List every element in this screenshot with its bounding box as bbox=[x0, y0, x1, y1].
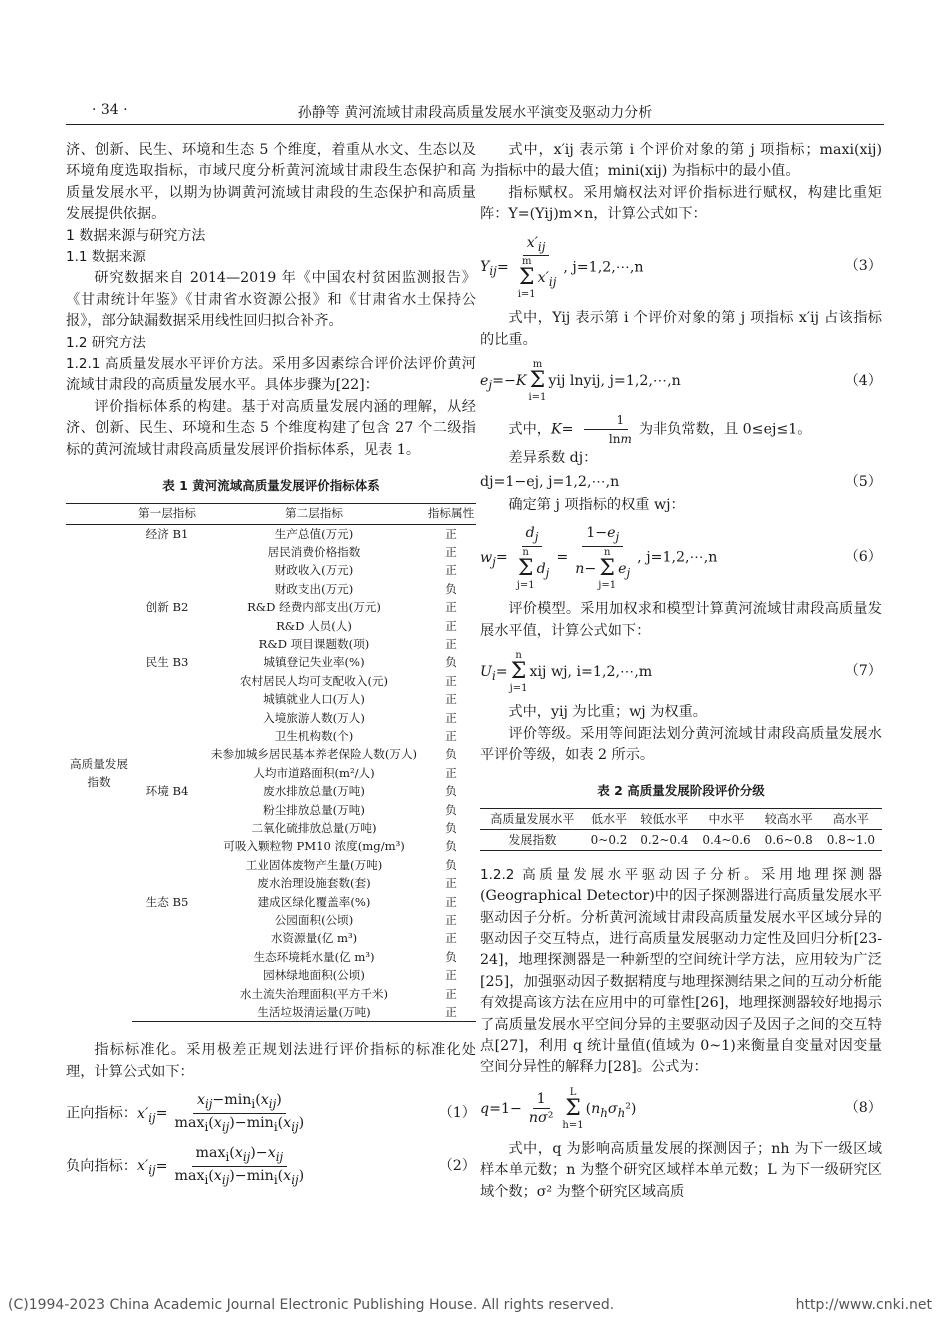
weight-line: 确定第 j 项指标的权重 wj： bbox=[508, 497, 685, 514]
equation-4: $e_j=-K$ m Σ i=1 yij lnyij, j=1,2,⋯,n （4） bbox=[480, 359, 882, 404]
standardization-paragraph: 指标标准化。采用极差正规划法进行评价指标的标准化处理，计算公式如下： bbox=[66, 1042, 476, 1080]
table-1-cell-dim: 民生 B3 bbox=[145, 655, 189, 670]
table-2-header-cell: 高水平 bbox=[820, 808, 882, 829]
table-1-cell-attr: 正 bbox=[445, 931, 457, 946]
difference-coefficient-line: 差异系数 dj： bbox=[508, 450, 598, 467]
table-1-cell-ind: R&D 人员(人) bbox=[276, 618, 352, 633]
section-1-2-heading: 1.2 研究方法 bbox=[66, 334, 146, 351]
table-2-cell: 0~0.2 bbox=[585, 829, 634, 850]
equation-4-body: yij lnyij, j=1,2,⋯,n bbox=[548, 373, 681, 390]
equation-3-number: （3） bbox=[844, 258, 882, 275]
equation-4-number: （4） bbox=[844, 372, 882, 389]
table-1-cell-attr: 负 bbox=[445, 839, 457, 854]
table-1-cell-dim bbox=[132, 837, 202, 855]
table-1-cell-ind: 水土流失治理面积(平方千米) bbox=[239, 986, 389, 1001]
table-1-cell-attr: 正 bbox=[445, 526, 457, 541]
table-2-header-cell: 较高水平 bbox=[758, 808, 820, 829]
table-1-cell-attr: 负 bbox=[445, 802, 457, 817]
cnki-link[interactable]: http://www.cnki.net bbox=[795, 1297, 932, 1313]
table-1-cell-dim: 生态 B5 bbox=[145, 894, 189, 909]
table-1-cell-ind: R&D 项目课题数(项) bbox=[258, 636, 370, 651]
table-1-cell-ind: 水资源量(亿 m³) bbox=[270, 931, 358, 946]
table-1-cell-dim bbox=[132, 948, 202, 966]
table-1-cell-ind: 公园面积(公顷) bbox=[274, 913, 354, 928]
equation-2-label: 负向指标： bbox=[66, 1158, 137, 1175]
table-1-cell-dim bbox=[132, 1003, 202, 1022]
table-1-cell-ind: 入境旅游人数(万人) bbox=[263, 710, 365, 725]
footer bbox=[8, 1297, 932, 1313]
equation-6-range: , j=1,2,⋯,n bbox=[637, 549, 718, 566]
table-1-cell-ind: 财政收入(万元) bbox=[274, 563, 354, 578]
section-1-2-2-heading: 1.2.2 高质量发展水平驱动因子分析。 bbox=[480, 866, 762, 883]
table-1-cell-dim: 环境 B4 bbox=[145, 784, 189, 799]
table-1-cell-ind: 未参加城乡居民基本养老保险人数(万人) bbox=[210, 747, 418, 762]
table-1-cell-attr: 正 bbox=[445, 563, 457, 578]
table-1-cell-dim bbox=[132, 543, 202, 561]
table-1-cell-attr: 正 bbox=[445, 544, 457, 559]
table-1-cell-attr: 正 bbox=[445, 986, 457, 1001]
table-1-cell-ind: 废水治理设施套数(套) bbox=[257, 876, 371, 891]
equation-5-body: dj=1−ej, j=1,2,⋯,n bbox=[480, 473, 620, 490]
table-1-cell-dim: 经济 B1 bbox=[145, 526, 189, 541]
where-paragraph-4: 式中，K= $\frac{1}{\ln m}$ 为非负常数，且 0≤ej≤1。 bbox=[508, 413, 812, 447]
table-1-cell-ind: R&D 经费内部支出(万元) bbox=[247, 600, 381, 615]
table-1-cell-dim bbox=[132, 561, 202, 579]
table-1-cell-attr: 正 bbox=[445, 692, 457, 707]
running-header bbox=[66, 98, 884, 125]
table-1-cell-dim bbox=[132, 672, 202, 690]
equation-5-number: （5） bbox=[844, 473, 882, 490]
where-paragraph-8: 式中，q 为影响高质量发展的探测因子；nh 为下一级区域样本单元数；n 为整个研究区域样本单元数；L 为下一级研究区域个数；σ² 为整个研究区域高质 bbox=[480, 1140, 882, 1200]
left-column bbox=[66, 140, 476, 1197]
weighting-paragraph: 指标赋权。采用熵权法对评价指标进行赋权，构建比重矩阵：Y=(Yij)m×n，计算公式如下： bbox=[480, 184, 882, 223]
equation-7-number: （7） bbox=[844, 663, 882, 680]
indicator-system-paragraph: 评价指标体系的构建。基于对高质量发展内涵的理解，从经济、创新、民生、环境和生态 5 个维度构建了包含 27 个二级指标的黄河流域甘肃段高质量发展评价指标体系，见表 1。 bbox=[66, 398, 476, 458]
equation-6-number: （6） bbox=[844, 549, 882, 566]
table-1-cell-dim bbox=[132, 985, 202, 1003]
intro-paragraph: 济、创新、民生、环境和生态 5 个维度，着重从水文、生态以及环境角度选取指标，市域尺度分析黄河流域甘肃段生态保护和高质量发展水平，以期为协调黄河流域甘肃段的生态保护和高质量发展提供依据。 bbox=[66, 142, 476, 223]
table-1-cell-dim bbox=[132, 617, 202, 635]
table-1-cell-dim bbox=[132, 764, 202, 782]
table-1-cell-dim bbox=[132, 745, 202, 763]
table-1-cell-dim bbox=[132, 911, 202, 929]
equation-5 bbox=[480, 472, 882, 493]
equation-2-number: （2） bbox=[438, 1157, 476, 1174]
equation-6: $w_j=$ $d_j$ n Σ j=1 $d_j$ = $1-e_j$ n− n Σ j=1 $e_j$ , j=1,2,⋯,n （6） bbox=[480, 525, 882, 592]
table-1 bbox=[66, 503, 476, 1023]
section-1-2-2-text: 采用地理探测器(Geographical Detector)中的因子探测器进行高质量发展水平驱动因子分析。分析黄河流域甘肃段高质量发展水平区域分异的驱动因子交互特点，进行高质量发展驱动力定性及回归分析[23-24]，地理探测器是一种新型的空间统计学方法，应用较为广泛[25]，加强驱动因子数据精度与地理探测结果之间的互动分析能有效提高该方法在应用中的可靠性[26]，地理探测器较好地揭示了高质量发展水平空间分异的主要驱动因子及因子之间的交互特点[27]，利用 q 统计量值(值域为 0~1)来衡量自变量对因变量空间分异性的解释力[28]。公式为： bbox=[480, 866, 882, 1076]
table-1-cell-ind: 居民消费价格指数 bbox=[267, 544, 361, 559]
table-1-header-level1: 第一层指标 bbox=[132, 503, 202, 524]
table-1-cell-ind: 生活垃圾清运量(万吨) bbox=[202, 1003, 426, 1022]
table-1-cell-attr: 负 bbox=[445, 784, 457, 799]
table-1-cell-attr: 正 bbox=[445, 876, 457, 891]
table-2-cell: 0.4~0.6 bbox=[695, 829, 757, 850]
table-1-cell-dim bbox=[132, 819, 202, 837]
table-2-caption: 表 2 高质量发展阶段评价分级 bbox=[597, 783, 765, 799]
table-1-cell-attr: 负 bbox=[445, 857, 457, 872]
table-2-header-cell: 低水平 bbox=[585, 808, 634, 829]
where-paragraph-1: 式中，x′ij 表示第 i 个评价对象的第 j 项指标；maxi(xij) 为指标中的最大值；mini(xij) 为指标中的最小值。 bbox=[480, 142, 882, 180]
table-1-cell-ind: 财政支出(万元) bbox=[274, 581, 354, 596]
table-1-cell-attr: 正 bbox=[445, 673, 457, 688]
table-1-root-cell: 高质量发展指数 bbox=[70, 756, 128, 790]
table-2-header-cell: 中水平 bbox=[695, 808, 757, 829]
section-1-heading: 1 数据来源与研究方法 bbox=[66, 227, 206, 244]
equation-2: 负向指标：$x'_{ij}=$ $\frac{\max_i(x_{ij})-x_{ij}}{\max_i(x_{ij})-\min_i(x_{ij})}$ （2） bbox=[66, 1144, 476, 1187]
table-1-cell-attr: 正 bbox=[426, 1003, 476, 1022]
equation-1-label: 正向指标： bbox=[66, 1105, 137, 1122]
table-1-cell-attr: 正 bbox=[445, 968, 457, 983]
section-1-2-1-text: 采用多因素综合评价法评价黄河流域甘肃段的高质量发展水平。具体步骤为[22]： bbox=[66, 356, 476, 394]
table-1-cell-ind: 人均市道路面积(m²/人) bbox=[253, 765, 375, 780]
right-column bbox=[480, 140, 882, 1203]
table-1-cell-attr: 正 bbox=[445, 710, 457, 725]
table-2 bbox=[480, 808, 882, 851]
where-paragraph-3: 式中，Yij 表示第 i 个评价对象的第 j 项指标 x′ij 占该指标的比重。 bbox=[480, 310, 882, 348]
table-1-cell-dim bbox=[132, 966, 202, 984]
table-2-cell: 0.2~0.4 bbox=[633, 829, 695, 850]
table-1-cell-dim bbox=[132, 874, 202, 892]
table-1-cell-dim bbox=[132, 635, 202, 653]
model-paragraph: 评价模型。采用加权求和模型计算黄河流域甘肃段高质量发展水平值，计算公式如下： bbox=[480, 601, 882, 639]
table-1-cell-attr: 正 bbox=[445, 894, 457, 909]
table-1-cell-dim bbox=[132, 856, 202, 874]
table-2-header-cell: 高质量发展水平 bbox=[480, 808, 585, 829]
table-1-cell-ind: 城镇就业人口(万人) bbox=[263, 692, 365, 707]
table-1-header-root bbox=[66, 503, 132, 524]
table-1-cell-dim: 创新 B2 bbox=[145, 600, 189, 615]
equation-3: $Y_{ij}=$ $x'_{ij}$ m Σ i=1 $x'_{ij}$ , j=1,2,⋯,n （3） bbox=[480, 234, 882, 301]
table-1-cell-attr: 负 bbox=[445, 655, 457, 670]
table-1-cell-dim bbox=[132, 690, 202, 708]
grade-paragraph: 评价等级。采用等间距法划分黄河流域甘肃段高质量发展水平评价等级，如表 2 所示。 bbox=[480, 725, 882, 763]
table-1-cell-attr: 正 bbox=[445, 618, 457, 633]
table-1-cell-attr: 正 bbox=[445, 765, 457, 780]
section-1-1-heading: 1.1 数据来源 bbox=[66, 249, 146, 266]
copyright-text: (C)1994-2023 China Academic Journal Electronic Publishing House. All rights reserved. bbox=[8, 1297, 615, 1313]
table-1-cell-ind: 城镇登记失业率(%) bbox=[263, 655, 365, 670]
table-1-cell-attr: 正 bbox=[445, 600, 457, 615]
page-number: · 34 · bbox=[92, 102, 128, 118]
table-1-cell-dim bbox=[132, 929, 202, 947]
equation-7-body: xij wj, i=1,2,⋯,m bbox=[529, 664, 653, 681]
table-1-cell-dim bbox=[132, 580, 202, 598]
equation-3-range: , j=1,2,⋯,n bbox=[563, 259, 644, 276]
table-1-cell-attr: 负 bbox=[445, 821, 457, 835]
equation-7: $U_i=$ n Σ j=1 xij wj, i=1,2,⋯,m （7） bbox=[480, 650, 882, 695]
table-2-cell: 0.6~0.8 bbox=[758, 829, 820, 850]
equation-8: q=1− $\frac{1}{\text{nσ²}}$ L Σ h=1 $(n_h\sigma_h^2)$ （8） bbox=[480, 1086, 882, 1131]
table-1-cell-attr: 负 bbox=[445, 949, 457, 964]
table-1-cell-ind: 生产总值(万元) bbox=[274, 526, 354, 541]
equation-1-number: （1） bbox=[438, 1104, 476, 1121]
table-1-cell-ind: 园林绿地面积(公顷) bbox=[263, 968, 365, 983]
table-1-cell-ind: 二氧化硫排放总量(万吨) bbox=[251, 821, 377, 835]
table-1-caption: 表 1 黄河流域高质量发展评价指标体系 bbox=[162, 478, 380, 494]
table-1-cell-ind: 粉尘排放总量(万吨) bbox=[263, 802, 365, 817]
table-1-cell-ind: 工业固体废物产生量(万吨) bbox=[245, 857, 383, 872]
equation-8-number: （8） bbox=[844, 1100, 882, 1117]
table-1-header-level2: 第二层指标 bbox=[202, 503, 426, 524]
table-2-cell: 0.8~1.0 bbox=[820, 829, 882, 850]
equation-1: 正向指标：$x'_{ij}=$ $\frac{x_{ij}-\min_i(x_{ij})}{\max_i(x_{ij})-\min_i(x_{ij})}$ （1） bbox=[66, 1092, 476, 1134]
table-1-cell-dim bbox=[132, 709, 202, 727]
header-title: 孙静等 黄河流域甘肃段高质量发展水平演变及驱动力分析 bbox=[297, 105, 653, 121]
table-1-header-attr: 指标属性 bbox=[426, 503, 476, 524]
table-1-cell-ind: 生态环境耗水量(亿 m³) bbox=[253, 949, 375, 964]
table-2-header-cell: 较低水平 bbox=[633, 808, 695, 829]
table-1-cell-ind: 废水排放总量(万吨) bbox=[263, 784, 365, 799]
table-2-row-label: 发展指数 bbox=[480, 829, 585, 850]
table-1-body bbox=[66, 524, 476, 1022]
table-1-cell-dim bbox=[132, 727, 202, 745]
data-source-paragraph: 研究数据来自 2014—2019 年《中国农村贫困监测报告》《甘肃统计年鉴》《甘肃省水资源公报》和《甘肃省水土保持公报》，部分缺漏数据采用线性回归拟合补齐。 bbox=[66, 270, 476, 330]
table-1-cell-attr: 负 bbox=[445, 747, 457, 762]
table-1-cell-attr: 正 bbox=[445, 913, 457, 928]
table-1-cell-attr: 正 bbox=[445, 636, 457, 651]
table-1-cell-ind: 卫生机构数(个) bbox=[274, 728, 354, 743]
table-1-cell-ind: 建成区绿化覆盖率(%) bbox=[257, 894, 371, 909]
table-1-cell-ind: 可吸入颗粒物 PM10 浓度(mg/m³) bbox=[223, 839, 405, 854]
table-1-cell-ind: 农村居民人均可支配收入(元) bbox=[239, 673, 389, 688]
table-1-cell-dim bbox=[132, 801, 202, 819]
table-1-cell-attr: 负 bbox=[445, 581, 457, 596]
where-paragraph-7: 式中，yij 为比重；wj 为权重。 bbox=[508, 704, 707, 721]
section-1-2-1-heading: 1.2.1 高质量发展水平评价方法。 bbox=[66, 356, 272, 373]
table-row bbox=[66, 524, 476, 543]
table-1-cell-attr: 正 bbox=[445, 728, 457, 743]
